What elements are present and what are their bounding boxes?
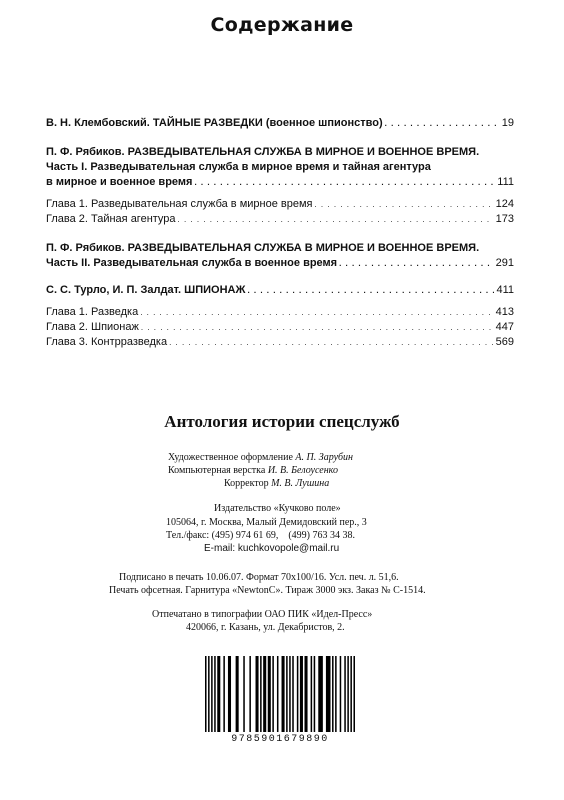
barcode-bar (340, 656, 342, 732)
toc-entry-title: Глава 1. Разведывательная служба в мирное время (46, 198, 313, 210)
barcode-bar (344, 656, 346, 732)
toc-entry-title: Часть I. Разведывательная служба в мирное время и тайная агентура (46, 161, 431, 173)
toc-entry-page: 413 (495, 306, 514, 318)
leader-dots (314, 197, 493, 212)
credit-label: Художественное оформление (168, 452, 293, 463)
toc-entry-title: В. Н. Клембовский. ТАЙНЫЕ РАЗВЕДКИ (военное шпионство) (46, 117, 383, 129)
toc-entry (46, 212, 514, 227)
toc-entry (46, 320, 514, 335)
barcode-bar (335, 656, 337, 732)
credit-corrector (224, 477, 329, 490)
credit-person: А. П. Зарубин (295, 452, 353, 463)
leader-dots (247, 283, 494, 298)
barcode-bar (314, 656, 316, 732)
publisher-name: Издательство «Кучково поле» (214, 503, 341, 514)
toc-entry-title: П. Ф. Рябиков. РАЗВЕДЫВАТЕЛЬНАЯ СЛУЖБА В МИРНОЕ И ВОЕННОЕ ВРЕМЯ. (46, 146, 480, 158)
barcode-bar (217, 656, 220, 732)
barcode-bar (223, 656, 225, 732)
publisher-phone: Тел./факс: (495) 974 61 69, (499) 763 34 38. (166, 530, 355, 541)
toc-entry-title: Глава 3. Контрразведка (46, 336, 168, 348)
barcode-bar (282, 656, 285, 732)
barcode-bar (286, 656, 288, 732)
toc-entry (46, 197, 514, 212)
barcode-bar (297, 656, 299, 732)
toc-entry-title: Глава 2. Шпионаж (46, 321, 139, 333)
barcode-bar (205, 656, 207, 732)
publisher-email: E-mail: kuchkovopole@mail.ru (204, 543, 340, 554)
leader-dots (141, 320, 494, 335)
barcode-bar (268, 656, 271, 732)
barcode-bar (332, 656, 334, 732)
toc-entry-title: Часть II. Разведывательная служба в военное время (46, 257, 338, 269)
toc-entry (46, 256, 514, 271)
barcode-bar (272, 656, 274, 732)
barcode-bar (249, 656, 251, 732)
printed-at: Отпечатано в типографии ОАО ПИК «Идел-Пресс» (152, 609, 373, 620)
toc-entry-title: Глава 2. Тайная агентура (46, 213, 176, 225)
barcode-bar (318, 656, 323, 732)
credit-person: И. В. Белоусенко (267, 465, 338, 476)
leader-dots (140, 305, 493, 320)
credit-layout (168, 464, 338, 477)
toc-entry-title: С. С. Турло, И. П. Залдат. ШПИОНАЖ (46, 284, 246, 296)
page-title: Содержание (210, 14, 354, 36)
printer-address: 420066, г. Казань, ул. Декабристов, 2. (186, 622, 345, 633)
leader-dots (385, 116, 500, 131)
toc-entry (46, 283, 514, 298)
credit-art (168, 451, 353, 464)
barcode-bar (236, 656, 239, 732)
barcode-bar (353, 656, 355, 732)
credit-label: Корректор (224, 478, 269, 489)
barcode-bar (292, 656, 294, 732)
toc-entry (46, 116, 514, 131)
toc-entry-page: 124 (495, 198, 514, 210)
barcode-bar (304, 656, 307, 732)
print-signed: Подписано в печать 10.06.07. Формат 70x100/16. Усл. печ. л. 51,6. (119, 572, 399, 583)
toc-entry (46, 175, 514, 190)
leader-dots (178, 212, 494, 227)
toc-entry-page: 291 (495, 257, 514, 269)
toc-entry-title: в мирное и военное время (46, 176, 193, 188)
barcode-bar (300, 656, 303, 732)
leader-dots (194, 175, 495, 190)
credit-person: М. В. Лушина (271, 478, 330, 489)
barcode-bar (228, 656, 231, 732)
credit-label: Компьютерная верстка (168, 465, 266, 476)
barcode-bar (277, 656, 279, 732)
publisher-address: 105064, г. Москва, Малый Демидовский пер., 3 (166, 517, 367, 528)
toc-entry-page: 173 (495, 213, 514, 225)
barcode-bar (350, 656, 352, 732)
barcode-bar (243, 656, 245, 732)
barcode-bar (347, 656, 349, 732)
barcode-bar (311, 656, 313, 732)
toc-entry-page: 19 (501, 117, 514, 129)
toc-entry-page: 111 (497, 176, 514, 188)
barcode-bar (208, 656, 210, 732)
toc-entry-title: П. Ф. Рябиков. РАЗВЕДЫВАТЕЛЬНАЯ СЛУЖБА В МИРНОЕ И ВОЕННОЕ ВРЕМЯ. (46, 242, 480, 254)
barcode-bar (326, 656, 331, 732)
table-of-contents (46, 116, 514, 350)
toc-entry-page: 569 (495, 336, 514, 348)
barcode-bar (256, 656, 259, 732)
toc-entry (46, 305, 514, 320)
toc-entry-page: 447 (495, 321, 514, 333)
isbn-barcode (201, 654, 359, 734)
toc-entry (46, 335, 514, 350)
barcode-bar (211, 656, 213, 732)
barcode-bar (289, 656, 291, 732)
isbn-number: 9785901679890 (231, 734, 329, 745)
barcode-bar (260, 656, 262, 732)
print-info: Печать офсетная. Гарнитура «NewtonC». Тираж 3000 экз. Заказ № С-1514. (109, 585, 426, 596)
barcode-bar (263, 656, 266, 732)
series-title: Антология истории спецслужб (164, 412, 400, 431)
toc-entry-title: Глава 1. Разведка (46, 306, 139, 318)
toc-entry-page: 411 (496, 284, 514, 296)
leader-dots (169, 335, 494, 350)
leader-dots (339, 256, 494, 271)
barcode-bar (214, 656, 216, 732)
